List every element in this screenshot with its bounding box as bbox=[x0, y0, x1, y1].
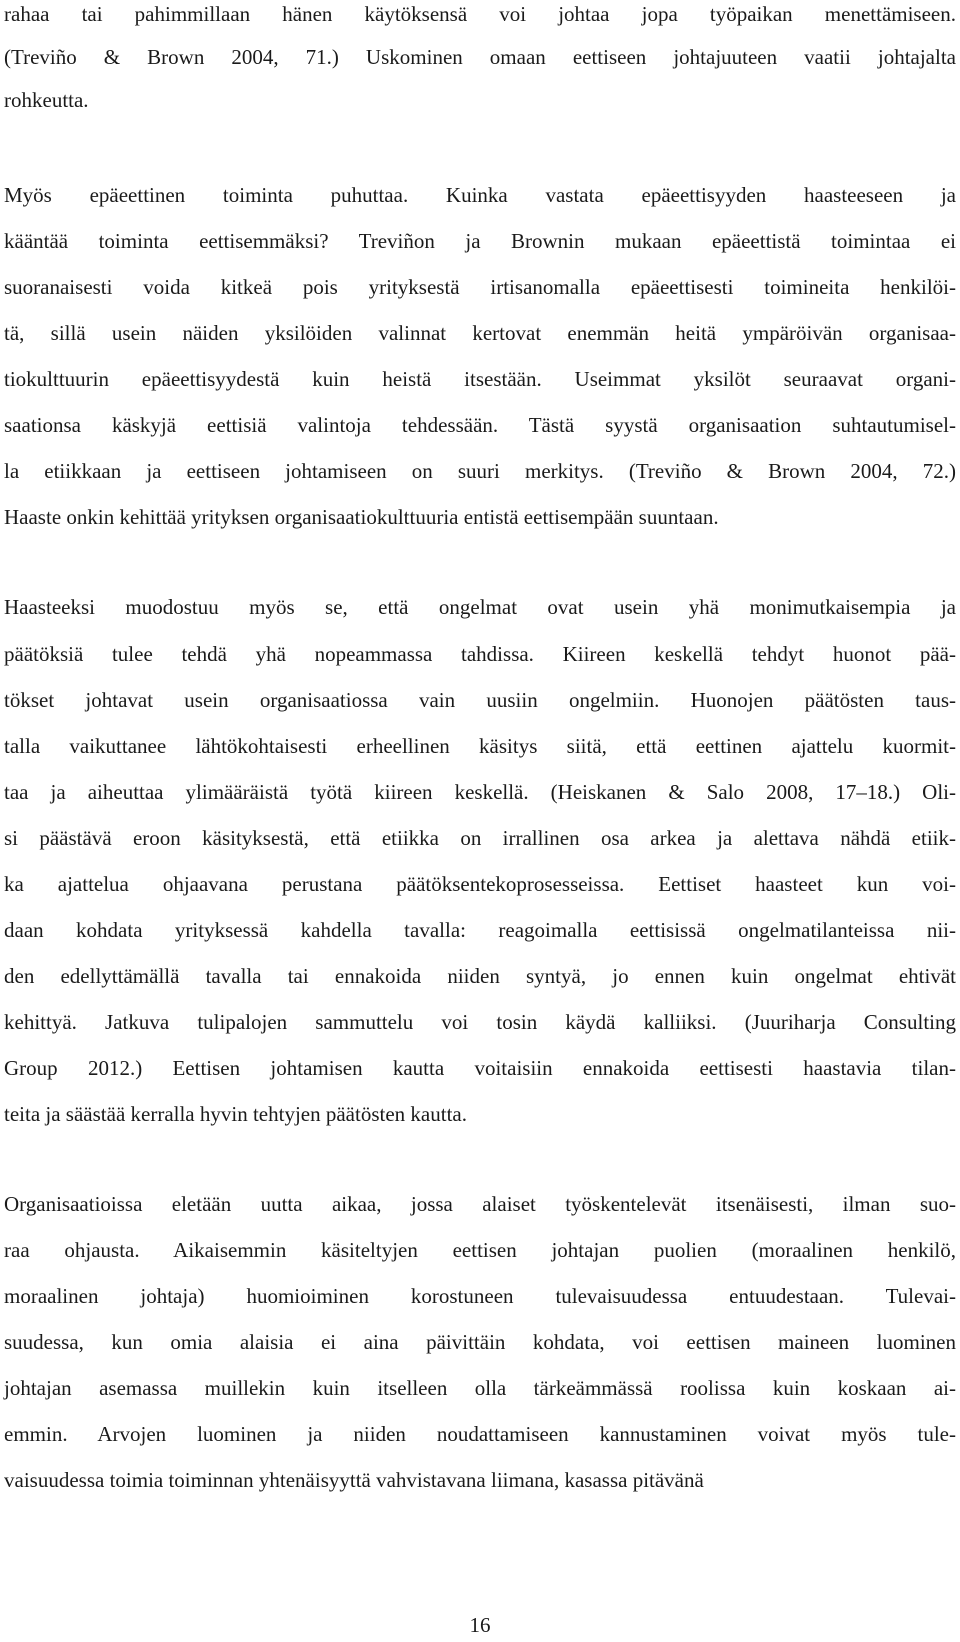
text-line: kääntää toiminta eettisemmäksi? Treviñon ja Brownin mukaan epäeettistä toimintaa ei bbox=[4, 229, 956, 253]
text-line: daan kohdata yrityksessä kahdella tavalla: reagoimalla eettisissä ongelmatilanteissa nii- bbox=[4, 918, 956, 942]
text-line: Group 2012.) Eettisen johtamisen kautta voitaisiin ennakoida eettisesti haastavia tilan- bbox=[4, 1056, 956, 1080]
text-line: den edellyttämällä tavalla tai ennakoida niiden syntyä, jo ennen kuin ongelmat ehtivät bbox=[4, 964, 956, 988]
text-line: raa ohjausta. Aikaisemmin käsiteltyjen eettisen johtajan puolien (moraalinen henkilö, bbox=[4, 1238, 956, 1262]
text-line: kehittyä. Jatkuva tulipalojen sammuttelu voi tosin käydä kalliiksi. (Juuriharja Consulting bbox=[4, 1010, 956, 1034]
text-line: la etiikkaan ja eettiseen johtamiseen on suuri merkitys. (Treviño & Brown 2004, 72.) bbox=[4, 459, 956, 483]
text-line: rahaa tai pahimmillaan hänen käytöksensä voi johtaa jopa työpaikan menettämiseen. bbox=[4, 2, 956, 26]
text-line: päätöksiä tulee tehdä yhä nopeammassa tahdissa. Kiireen keskellä tehdyt huonot pää- bbox=[4, 642, 956, 666]
text-line: tä, sillä usein näiden yksilöiden valinnat kertovat enemmän heitä ympäröivän organisaa- bbox=[4, 321, 956, 345]
text-line: (Treviño & Brown 2004, 71.) Uskominen omaan eettiseen johtajuuteen vaatii johtajalta bbox=[4, 45, 956, 69]
text-line: vaisuudessa toimia toiminnan yhtenäisyyttä vahvistavana liimana, kasassa pitävänä bbox=[4, 1468, 704, 1492]
text-line: Haaste onkin kehittää yrityksen organisaatiokulttuuria entistä eettisempään suuntaan. bbox=[4, 505, 719, 529]
text-line: tiokulttuurin epäeettisyydestä kuin heistä itsestään. Useimmat yksilöt seuraavat organi- bbox=[4, 367, 956, 391]
text-line: suudessa, kun omia alaisia ei aina päivittäin kohdata, voi eettisen maineen luominen bbox=[4, 1330, 956, 1354]
text-line: talla vaikuttanee lähtökohtaisesti erheellinen käsitys siitä, että eettinen ajattelu kuormit- bbox=[4, 734, 956, 758]
text-line: ka ajattelua ohjaavana perustana päätöksentekoprosesseissa. Eettiset haasteet kun voi- bbox=[4, 872, 956, 896]
text-line: si päästävä eroon käsityksestä, että etiikka on irrallinen osa arkea ja alettava nähdä etiik- bbox=[4, 826, 956, 850]
text-line: Myös epäeettinen toiminta puhuttaa. Kuinka vastata epäeettisyyden haasteeseen ja bbox=[4, 183, 956, 207]
page-number: 16 bbox=[469, 1613, 491, 1637]
text-line: suoranaisesti voida kitkeä pois yrityksestä irtisanomalla epäeettisesti toimineita henkilöi- bbox=[4, 275, 956, 299]
text-line: taa ja aiheuttaa ylimääräistä työtä kiireen keskellä. (Heiskanen & Salo 2008, 17–18.) Oli- bbox=[4, 780, 956, 804]
text-line: Haasteeksi muodostuu myös se, että ongelmat ovat usein yhä monimutkaisempia ja bbox=[4, 595, 956, 619]
text-line: Organisaatioissa eletään uutta aikaa, jossa alaiset työskentelevät itsenäisesti, ilman suo- bbox=[4, 1192, 956, 1216]
text-line: moraalinen johtaja) huomioiminen korostuneen tulevaisuudessa entuudestaan. Tulevai- bbox=[4, 1284, 956, 1308]
text-line: saationsa käskyjä eettisiä valintoja tehdessään. Tästä syystä organisaation suhtautumisel- bbox=[4, 413, 956, 437]
text-line: tökset johtavat usein organisaatiossa vain uusiin ongelmiin. Huonojen päätösten taus- bbox=[4, 688, 956, 712]
text-line: teita ja säästää kerralla hyvin tehtyjen päätösten kautta. bbox=[4, 1102, 467, 1126]
text-line: johtajan asemassa muillekin kuin itselleen olla tärkeämmässä roolissa kuin koskaan ai- bbox=[4, 1376, 956, 1400]
text-line: emmin. Arvojen luominen ja niiden noudattamiseen kannustaminen voivat myös tule- bbox=[4, 1422, 956, 1446]
text-line: rohkeutta. bbox=[4, 88, 89, 112]
